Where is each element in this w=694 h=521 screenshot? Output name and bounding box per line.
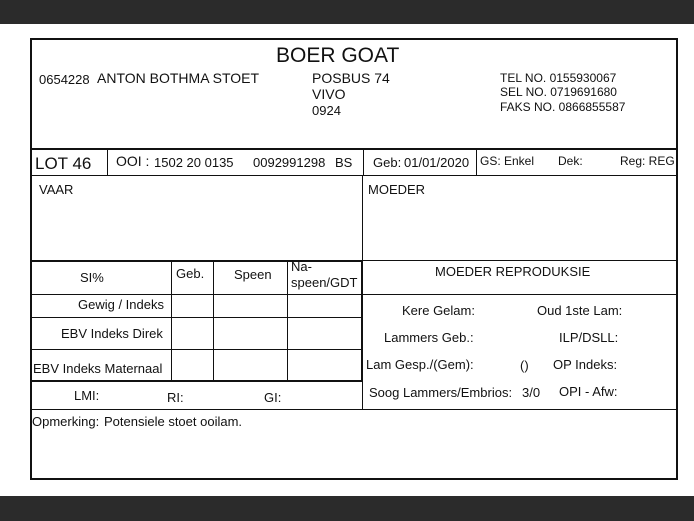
performance-header-line — [30, 294, 363, 295]
vaar-label: VAAR — [39, 182, 74, 197]
card-border-bottom — [30, 478, 678, 480]
lam-gesp-label: Lam Gesp./(Gem): — [366, 357, 474, 372]
ooi-label: OOI : — [116, 153, 150, 169]
remarks-label: Opmerking: — [32, 414, 100, 429]
soog-label: Soog Lammers/Embrios: — [369, 385, 513, 400]
row-ebv-direk: EBV Indeks Direk — [61, 326, 163, 341]
header-naspeen-2: speen/GDT — [291, 275, 358, 290]
breed-code: BS — [335, 155, 353, 170]
lot-row-bottom-line — [30, 175, 678, 176]
performance-col-1 — [171, 261, 172, 381]
header-si: SI% — [80, 270, 104, 285]
remarks-text: Potensiele stoet ooilam. — [104, 414, 243, 429]
performance-right-line — [361, 260, 363, 382]
ri-label: RI: — [167, 390, 184, 405]
performance-row2-line — [30, 349, 363, 350]
performance-top-line — [30, 260, 363, 262]
lot-card — [0, 24, 694, 496]
owner-address-line2: VIVO — [312, 86, 346, 102]
lammers-geb-label: Lammers Geb.: — [384, 330, 474, 345]
owner-address-line3: 0924 — [312, 103, 341, 118]
lmi-label: LMI: — [74, 388, 100, 403]
id-number: 0092991298 — [253, 155, 326, 170]
lot-row-top-line — [30, 148, 678, 150]
row-gewig-indeks: Gewig / Indeks — [78, 297, 164, 312]
geb-label: Geb: — [373, 155, 402, 170]
card-border-right — [676, 38, 678, 480]
header-naspeen-1: Na- — [291, 259, 312, 274]
lot-row-divider-3 — [476, 148, 477, 176]
performance-col-2 — [213, 261, 214, 381]
reg-value: Reg: REG — [620, 154, 675, 168]
kere-gelam-label: Kere Gelam: — [402, 303, 475, 318]
performance-bottom-line — [30, 380, 363, 382]
op-indeks-label: OP Indeks: — [553, 357, 618, 372]
lot-row-divider-1 — [107, 148, 108, 176]
oud-1ste-lam-label: Oud 1ste Lam: — [537, 303, 623, 318]
owner-sel: SEL NO. 0719691680 — [500, 85, 617, 99]
header-speen: Speen — [234, 267, 272, 282]
lot-row-divider-2 — [363, 148, 364, 176]
gi-label: GI: — [264, 390, 282, 405]
reproduction-top-line — [362, 260, 677, 261]
soog-value: 3/0 — [522, 385, 541, 400]
card-border-top — [30, 38, 678, 40]
owner-address-line1: POSBUS 74 — [312, 70, 390, 86]
performance-col-3 — [287, 261, 288, 381]
moeder-label: MOEDER — [368, 182, 426, 197]
header-geb: Geb. — [176, 266, 205, 281]
owner-id: 0654228 — [39, 72, 90, 87]
reproduction-title: MOEDER REPRODUKSIE — [435, 264, 591, 279]
page-title: BOER GOAT — [276, 44, 400, 67]
opi-afw-label: OPI - Afw: — [559, 384, 618, 399]
ilp-dsll-label: ILP/DSLL: — [559, 330, 619, 345]
ooi-value: 1502 20 0135 — [154, 155, 234, 170]
lam-gesp-value: () — [520, 358, 529, 373]
owner-tel: TEL NO. 0155930067 — [500, 71, 617, 85]
owner-faks: FAKS NO. 0866855587 — [500, 100, 626, 114]
performance-row1-line — [30, 317, 363, 318]
owner-name: ANTON BOTHMA STOET — [97, 70, 260, 86]
remarks-top-line — [30, 409, 678, 410]
row-ebv-maternaal: EBV Indeks Maternaal — [33, 361, 163, 376]
gs-value: GS: Enkel — [480, 154, 535, 168]
lot-number: LOT 46 — [35, 154, 92, 173]
geb-value: 01/01/2020 — [404, 155, 470, 170]
reproduction-header-line — [362, 294, 677, 295]
dek-label: Dek: — [558, 154, 583, 168]
